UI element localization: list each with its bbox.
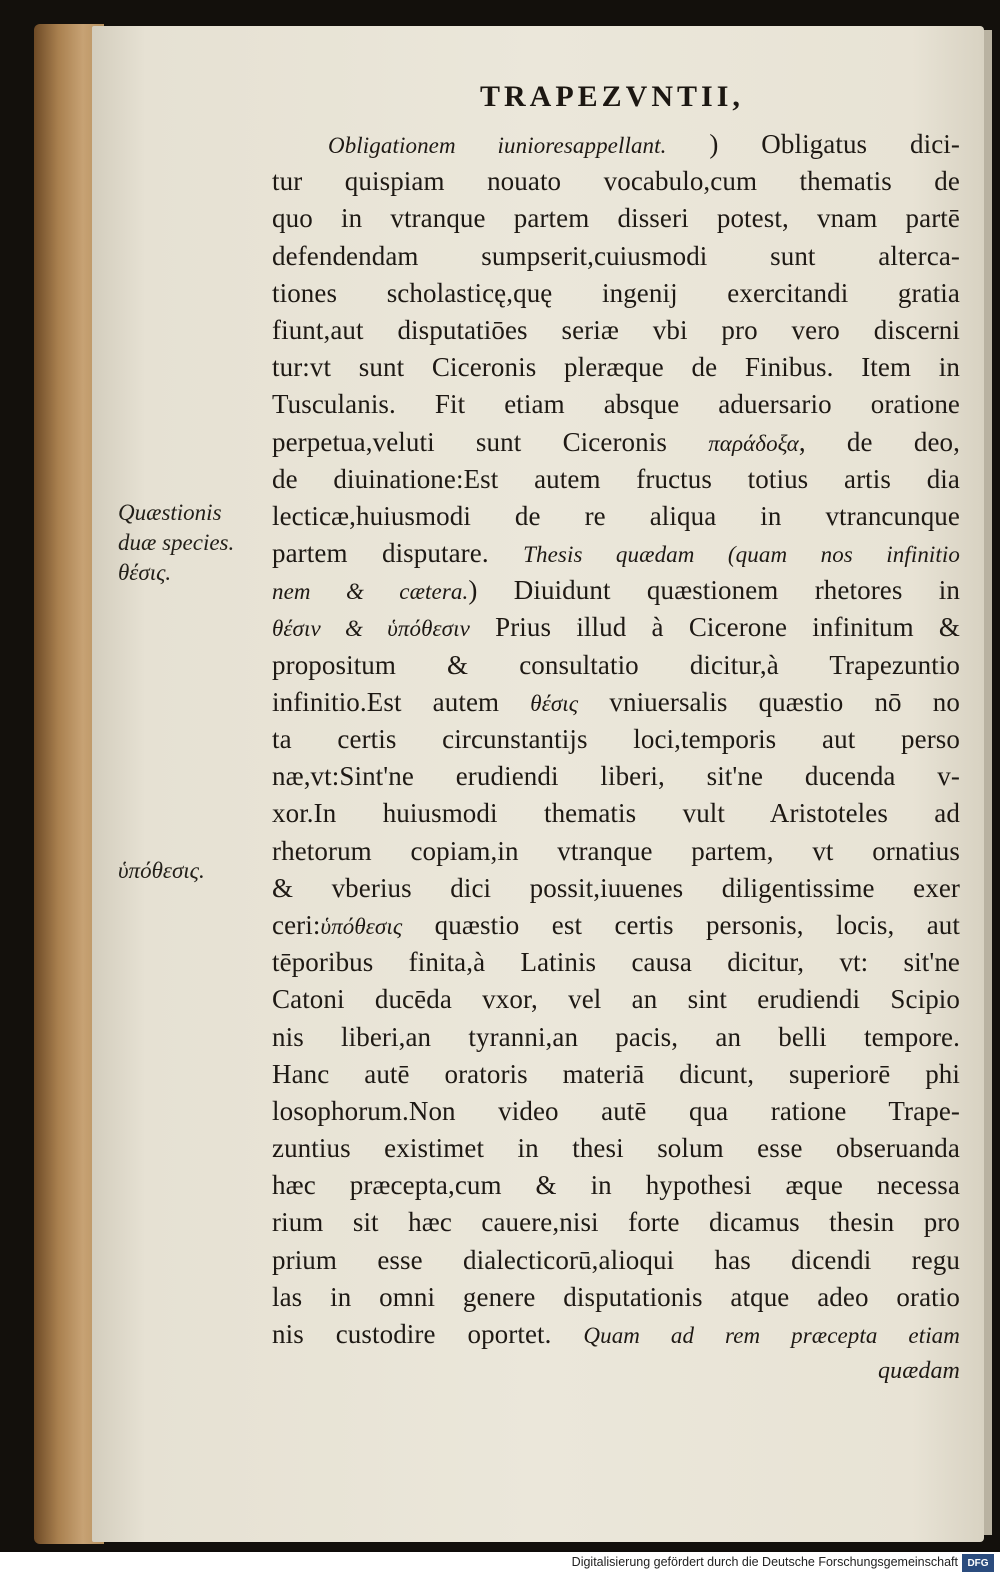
text-segment: tur quispiam nouato vocabulo,cum thematis de [272, 166, 960, 197]
text-segment: tiones scholasticę,quę ingenij exercitandi gratia [272, 277, 960, 308]
text-segment: perpetua,veluti sunt Ciceronis [272, 426, 709, 457]
text-segment: tēporibus finita,à Latinis causa dicitur, vt: sit'ne [272, 947, 960, 978]
text-segment: nis liberi,an tyranni,an pacis, an belli tempore. [272, 1021, 960, 1052]
text-line [272, 200, 960, 237]
text-segment: Tusculanis. Fit etiam absque aduersario oratione [272, 389, 960, 420]
text-line [272, 1204, 960, 1241]
text-segment: , de deo, [798, 426, 960, 457]
text-line [272, 833, 960, 870]
text-segment: fiunt,aut disputatiōes seriæ vbi pro vero discerni [272, 314, 960, 345]
text-line [272, 795, 960, 832]
text-segment: quo in vtranque partem disseri potest, vnam partē [272, 203, 960, 234]
text-line [272, 1093, 960, 1130]
text-segment: hæc præcepta,cum & in hypothesi æque necessa [272, 1170, 960, 1201]
text-segment: rium sit hæc cauere,nisi forte dicamus thesin pro [272, 1207, 960, 1238]
text-segment: ) Obligatus dici- [666, 129, 960, 159]
marginal-note-quaestionis [118, 498, 234, 588]
running-head: TRAPEZVNTII, [480, 80, 744, 113]
text-segment: ) Diuidunt quæstionem rhetores in [468, 575, 961, 606]
text-line [272, 535, 960, 572]
text-segment: tur:vt sunt Ciceronis pleræque de Finibus. Item in [272, 352, 960, 383]
text-segment: θέσιν & ὑπόθεσιν [272, 616, 470, 642]
text-line [272, 684, 960, 721]
text-segment: Thesis quædam (quam nos infinitio [523, 542, 960, 568]
text-segment: las in omni genere disputationis atque adeo oratio [272, 1281, 960, 1312]
text-line [272, 349, 960, 386]
text-segment: θέσις [530, 690, 579, 716]
text-segment: infinitio.Est autem [272, 686, 531, 717]
text-segment: lecticæ,huiusmodi de re aliqua in vtrancunque [272, 500, 960, 531]
body-text [272, 126, 960, 1390]
text-segment: defendendam sumpserit,cuiusmodi sunt alterca- [272, 240, 960, 271]
marginal-note-hypothesis [118, 856, 205, 886]
text-segment: xor.In huiusmodi thematis vult Aristoteles ad [272, 798, 960, 829]
text-line [272, 1279, 960, 1316]
text-segment: παράδοξα [708, 430, 799, 456]
dfg-logo-icon: DFG [962, 1554, 994, 1572]
text-line [272, 1167, 960, 1204]
text-segment: & vberius dici possit,iuuenes diligentissime exer [272, 872, 960, 903]
text-line [272, 609, 960, 646]
text-line [272, 1316, 960, 1353]
text-line [272, 1242, 960, 1279]
text-segment: Obligationem iunioresappellant. [328, 133, 667, 158]
text-segment: ὑπόθεσις [320, 913, 403, 939]
text-line [272, 1019, 960, 1056]
text-line [272, 238, 960, 275]
footer-credit: Digitalisierung gefördert durch die Deutsche Forschungsgemeinschaft [571, 1555, 958, 1569]
text-line [272, 498, 960, 535]
text-line [272, 981, 960, 1018]
text-segment: losophorum.Non video autē qua ratione Trape- [272, 1095, 960, 1126]
text-line [272, 758, 960, 795]
text-segment: vniuersalis quæstio nō no [578, 686, 960, 717]
text-line [272, 1056, 960, 1093]
text-segment: prium esse dialecticorū,alioqui has dicendi regu [272, 1244, 960, 1275]
text-line [272, 126, 960, 163]
text-segment: zuntius existimet in thesi solum esse obseruanda [272, 1133, 960, 1164]
text-segment: rhetorum copiam,in vtranque partem, vt ornatius [272, 835, 960, 866]
text-line [272, 163, 960, 200]
text-segment: nem & cætera. [272, 579, 469, 605]
text-line [272, 312, 960, 349]
marginal-line: θέσις. [118, 560, 172, 585]
text-segment: ta certis circunstantijs loci,temporis aut perso [272, 724, 960, 754]
text-line [272, 572, 960, 609]
text-segment: propositum & consultatio dicitur,à Trapezuntio [272, 649, 960, 680]
marginal-line: ὑπόθεσις. [118, 858, 205, 883]
page-gutter [984, 30, 992, 1535]
text-segment: nis custodire oportet. [272, 1319, 584, 1349]
text-segment: Quam ad rem præcepta etiam [583, 1323, 960, 1348]
footer-bar [0, 1552, 1000, 1577]
text-line [272, 1130, 960, 1167]
catchword: quædam [878, 1358, 960, 1385]
text-line [272, 424, 960, 461]
marginal-line: Quæstionis [118, 500, 222, 525]
text-segment: ceri: [272, 909, 321, 940]
text-line [272, 461, 960, 498]
text-segment: quæstio est certis personis, locis, aut [402, 909, 960, 940]
text-line [272, 275, 960, 312]
text-line [272, 907, 960, 944]
text-segment: partem disputare. [272, 538, 524, 569]
text-line [272, 944, 960, 981]
text-segment: Hanc autē oratoris materiā dicunt, superiorē phi [272, 1058, 960, 1089]
text-line [272, 386, 960, 423]
marginal-line: duæ species. [118, 530, 235, 555]
text-segment: Prius illud à Cicerone infinitum & [469, 612, 960, 643]
text-segment: Catoni ducēda vxor, vel an sint erudiendi Scipio [272, 984, 960, 1015]
text-segment: næ,vt:Sint'ne erudiendi liberi, sit'ne ducenda v- [272, 761, 960, 792]
text-line [272, 647, 960, 684]
text-line [272, 721, 960, 758]
text-segment: de diuinatione:Est autem fructus totius artis dia [272, 463, 960, 494]
text-line [272, 870, 960, 907]
